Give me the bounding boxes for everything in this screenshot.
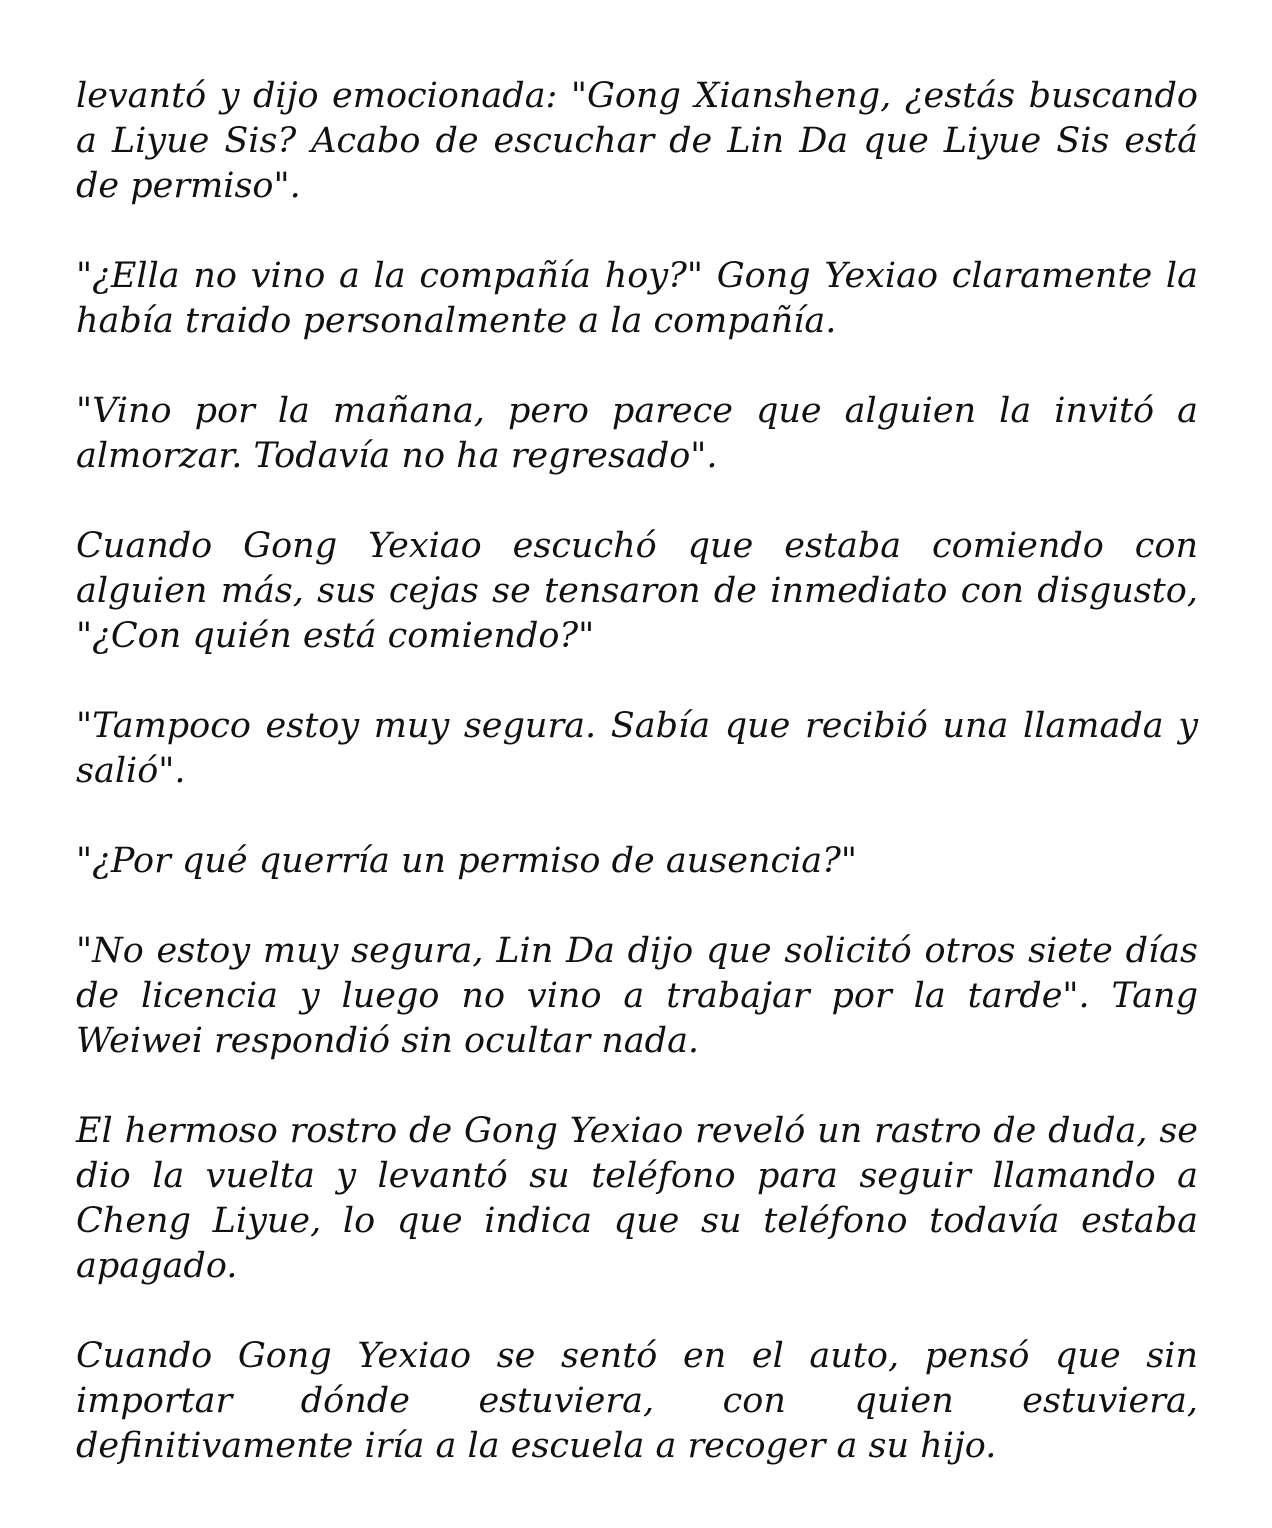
document-page (76, 74, 1198, 1469)
paragraph: "Tampoco estoy muy segura. Sabía que recibió una llamada y salió". (76, 706, 1198, 791)
paragraph: Cuando Gong Yexiao escuchó que estaba comiendo con alguien más, sus cejas se tensaron de inmediato con disgusto, "¿Con quién está comiendo?" (76, 526, 1198, 656)
paragraph: "¿Ella no vino a la compañía hoy?" Gong Yexiao claramente la había traido personalmente a la compañía. (76, 256, 1198, 341)
paragraph: levantó y dijo emocionada: "Gong Xiansheng, ¿estás buscando a Liyue Sis? Acabo de escuchar de Lin Da que Liyue Sis está de permiso". (76, 76, 1198, 206)
paragraph: El hermoso rostro de Gong Yexiao reveló un rastro de duda, se dio la vuelta y levantó su teléfono para seguir llamando a Cheng Liyue, lo que indica que su teléfono todavía estaba apagado. (76, 1111, 1198, 1286)
paragraph: Cuando Gong Yexiao se sentó en el auto, pensó que sin importar dónde estuviera, con quien estuviera, definitivamente iría a la escuela a recoger a su hijo. (76, 1336, 1198, 1466)
paragraph: "Vino por la mañana, pero parece que alguien la invitó a almorzar. Todavía no ha regresado". (76, 391, 1198, 476)
paragraph: "¿Por qué querría un permiso de ausencia?" (76, 841, 858, 881)
paragraph: "No estoy muy segura, Lin Da dijo que solicitó otros siete días de licencia y luego no vino a trabajar por la tarde". Tang Weiwei respondió sin ocultar nada. (76, 931, 1198, 1061)
